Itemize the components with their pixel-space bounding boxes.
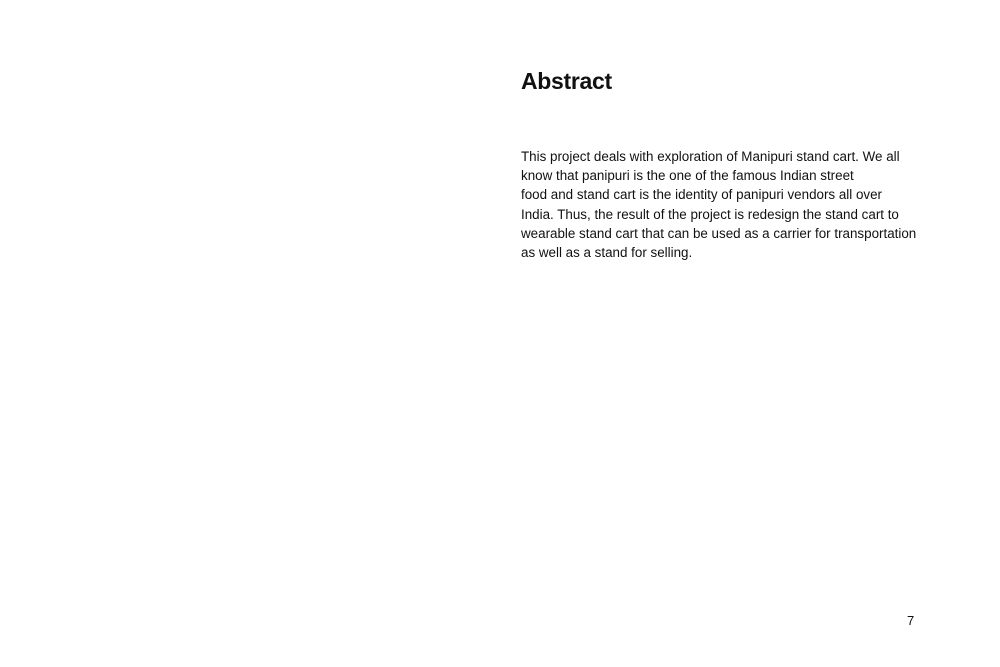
abstract-paragraph [521,147,941,262]
paragraph-line: India. Thus, the result of the project is redesign the stand cart to [521,206,899,222]
page-heading: Abstract [521,68,612,94]
paragraph-line: food and stand cart is the identity of panipuri vendors all over [521,187,883,203]
page-number: 7 [907,613,915,628]
paragraph-line: wearable stand cart that can be used as a carrier for transportation [521,225,917,241]
paragraph-line: as well as a stand for selling. [521,245,693,261]
paragraph-line: know that panipuri is the one of the famous Indian street [521,168,854,184]
paragraph-line: This project deals with exploration of Manipuri stand cart. We all [521,149,900,164]
